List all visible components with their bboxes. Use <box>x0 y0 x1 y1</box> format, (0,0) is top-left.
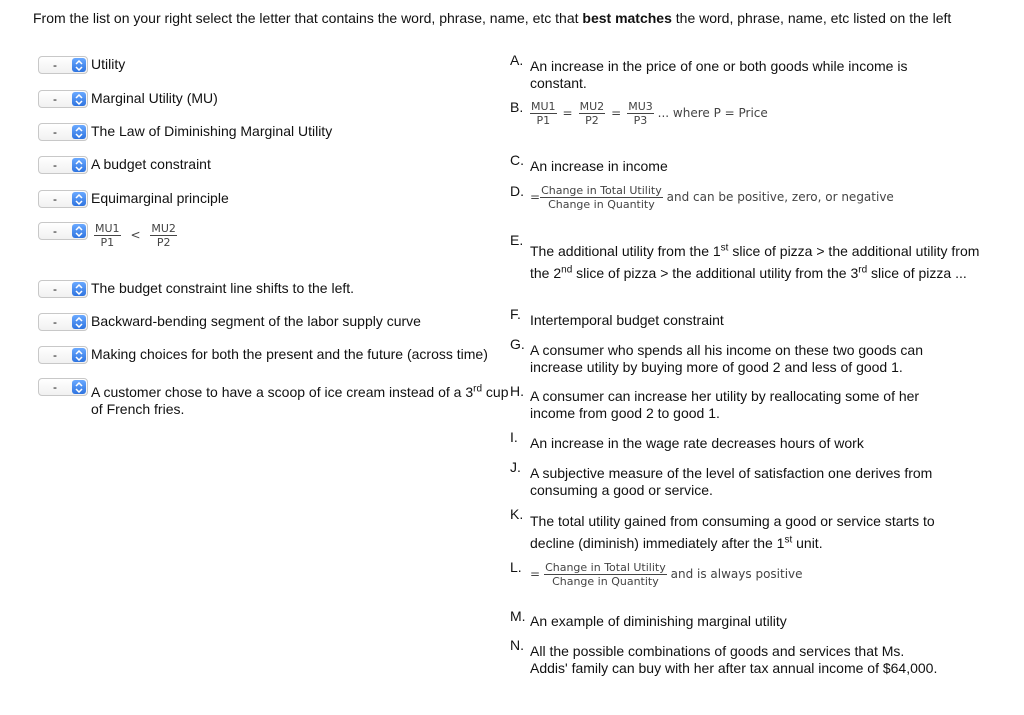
stepper-icon <box>72 92 86 106</box>
term-text: Equimarginal principle <box>91 190 229 206</box>
question-row <box>38 313 421 331</box>
fraction: $\frac{MU1}{P1}$ <box>531 100 556 127</box>
fraction: $\frac{MU2}{P2}$ <box>151 222 176 249</box>
answer-select[interactable]: - <box>38 222 88 240</box>
option-text: A consumer can increase her utility by reallocating some of her income from good 2 to good 1. <box>530 388 920 421</box>
fraction: $\frac{MU1}{P1}$ <box>95 222 120 249</box>
fraction: $\frac{\text{Change in Total Utility}}{\text{Change in Quantity}}$ <box>545 561 666 588</box>
question-row <box>38 123 332 141</box>
answer-select[interactable]: - <box>38 90 88 108</box>
option-text: An increase in the price of one or both goods while income is constant. <box>530 58 908 91</box>
option-letter: L. <box>510 559 522 575</box>
stepper-icon <box>72 158 86 172</box>
fraction: $\frac{\text{Change in Total Utility}}{\text{Change in Quantity}}$ <box>541 184 662 211</box>
question-row <box>38 156 211 174</box>
stepper-icon <box>72 192 86 206</box>
option-letter: J. <box>510 459 521 475</box>
option-letter: C. <box>510 152 524 168</box>
option-letter: F. <box>510 306 521 322</box>
instructions: From the list on your right select the letter that contains the word, phrase, name, etc that best matches the word, phrase, name, etc listed on the left <box>33 10 952 26</box>
term-text: Making choices for both the present and the future (across time) <box>91 346 488 362</box>
option-text: A consumer who spends all his income on these two goods can increase utility by buying more of good 2 and less of good 1. <box>530 342 924 375</box>
answer-select[interactable]: - <box>38 378 88 396</box>
option-letter: K. <box>510 506 524 522</box>
option-text: A subjective measure of the level of satisfaction one derives from consuming a good or service. <box>530 465 933 498</box>
question-row <box>38 280 354 298</box>
option-letter: N. <box>510 637 524 653</box>
stepper-icon <box>72 348 86 362</box>
term-text: Utility <box>91 56 126 72</box>
option-text: An example of diminishing marginal utility <box>530 613 787 629</box>
stepper-icon <box>72 315 86 329</box>
option-math: = $\frac{\text{Change in Total Utility}}{\text{Change in Quantity}}$ and is always positive <box>530 561 803 588</box>
question-row <box>38 90 218 108</box>
stepper-icon <box>72 380 86 394</box>
option-text: All the possible combinations of goods and services that Ms. Addis' family can buy with her after tax annual income of $64,000. <box>530 643 938 676</box>
answer-select[interactable]: - <box>38 313 88 331</box>
option-text: The additional utility from the 1st slice of pizza > the additional utility from the 2nd slice of pizza > the additional utility from the 3rd slice of pizza ... <box>530 242 980 281</box>
answer-select[interactable]: - <box>38 56 88 74</box>
question-row <box>38 56 125 74</box>
term-text: A budget constraint <box>91 156 211 172</box>
answer-select[interactable]: - <box>38 190 88 208</box>
answer-select[interactable]: - <box>38 280 88 298</box>
option-letter: I. <box>510 429 518 445</box>
option-letter: E. <box>510 232 524 248</box>
term-text: Backward-bending segment of the labor supply curve <box>91 313 421 329</box>
option-text: Intertemporal budget constraint <box>530 312 724 328</box>
term-text: A customer chose to have a scoop of ice cream instead of a 3rd cup of French fries. <box>91 383 509 417</box>
option-math: = $\frac{\text{Change in Total Utility}}{\text{Change in Quantity}}$ and can be positive, zero, or negative <box>530 184 894 211</box>
fraction: $\frac{MU2}{P2}$ <box>579 100 605 127</box>
option-text: An increase in income <box>530 158 668 174</box>
option-letter: G. <box>510 336 525 352</box>
term-text: The Law of Diminishing Marginal Utility <box>91 123 333 139</box>
option-letter: B. <box>510 99 524 115</box>
stepper-icon <box>72 58 86 72</box>
instructions-bold: best matches <box>582 10 672 26</box>
term-text: The budget constraint line shifts to the left. <box>91 280 355 296</box>
term-text: Marginal Utility (MU) <box>91 90 218 106</box>
option-letter: M. <box>510 608 526 624</box>
stepper-icon <box>72 125 86 139</box>
stepper-icon <box>72 282 86 296</box>
option-text: An increase in the wage rate decreases hours of work <box>530 435 864 451</box>
answer-select[interactable]: - <box>38 346 88 364</box>
question-row <box>38 378 511 418</box>
answer-select[interactable]: - <box>38 123 88 141</box>
answer-select[interactable]: - <box>38 156 88 174</box>
term-math: $\frac{MU1}{P1}$ < $\frac{MU2}{P2}$ <box>95 222 176 249</box>
option-math: $\frac{MU1}{P1}$ = $\frac{MU2}{P2}$ = $\frac{MU3}{P3}$ ... where P = Price <box>531 100 768 127</box>
question-row <box>38 190 229 208</box>
option-letter: D. <box>510 183 524 199</box>
stepper-icon <box>72 224 86 238</box>
fraction: $\frac{MU3}{P3}$ <box>628 100 653 127</box>
question-row <box>38 222 177 249</box>
option-letter: A. <box>510 52 524 68</box>
option-letter: H. <box>510 383 524 399</box>
question-row <box>38 346 488 364</box>
option-text: The total utility gained from consuming a good or service starts to decline (diminish) immediately after the 1st unit. <box>530 513 935 551</box>
